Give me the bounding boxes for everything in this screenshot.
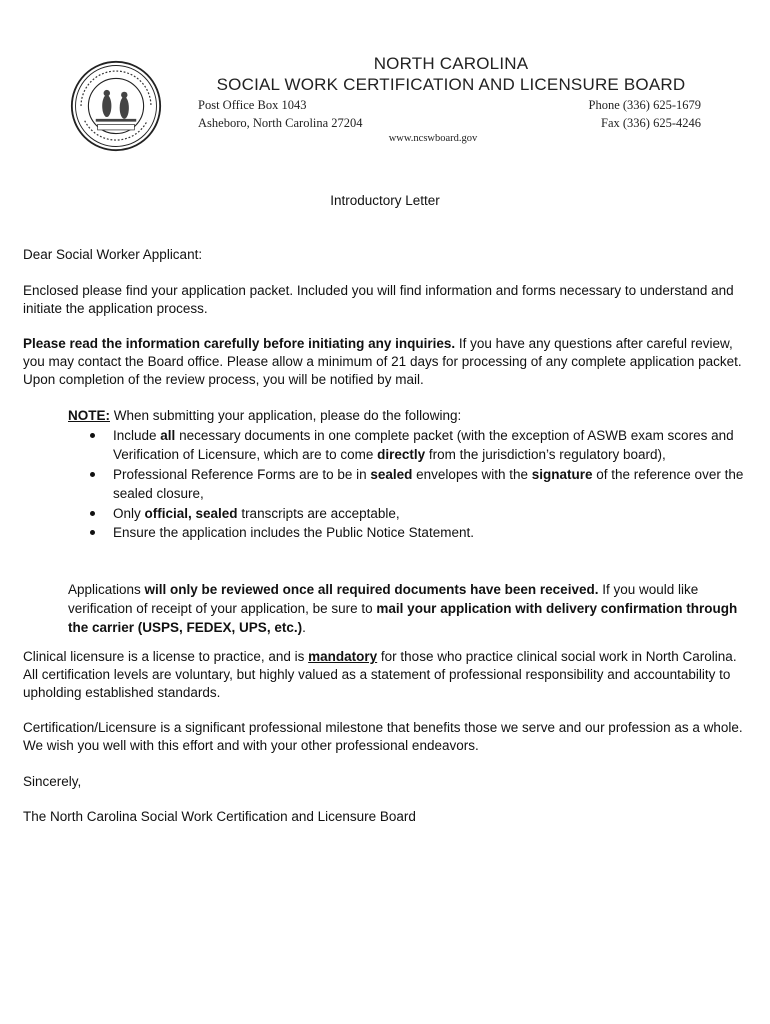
signature-line: The North Carolina Social Work Certification and Licensure Board (23, 809, 416, 824)
text-run: Ensure the application includes the Public Notice Statement. (113, 525, 474, 540)
bold-run: signature (531, 466, 593, 482)
list-item (90, 504, 758, 524)
text-run: Clinical licensure is a license to practice, and is (23, 649, 309, 664)
mandatory-emphasis: mandatory (308, 649, 378, 664)
org-name-line2: SOCIAL WORK CERTIFICATION AND LICENSURE BOARD (216, 75, 686, 94)
paragraph-enclosed: Enclosed please find your application packet. Included you will find information and forms necessary to understand and initiate the application process. (23, 283, 734, 316)
note-block (68, 406, 758, 543)
text-run: of the reference over the sealed closure, (113, 466, 744, 501)
text-run: Only (113, 505, 145, 521)
text-run: necessary documents in one complete packet (with the exception of ASWB exam scores and Verification of Licensure, which are to come (113, 427, 734, 462)
address-line1: Post Office Box 1043 (198, 98, 307, 112)
list-item (90, 426, 758, 465)
phone-number: Phone (336) 625-1679 (588, 98, 701, 112)
note-intro (68, 406, 758, 426)
bold-run: mail your application with delivery confirmation through the carrier (USPS, FEDEX, UPS, etc.) (68, 601, 738, 635)
bold-run: directly (377, 447, 426, 462)
letter-title: Introductory Letter (330, 193, 440, 208)
text-run: for those who practice clinical social work in North Carolina. All certification levels are voluntary, but highly valued as a statement of professional responsibility and accountability to upholding established standards. (23, 649, 737, 700)
text-run: Include (113, 427, 161, 443)
paragraph-certification: Certification/Licensure is a significant professional milestone that benefits those we serve and our profession as a whole. We wish you well with this effort and with your other professional endeavors. (23, 720, 743, 753)
org-name-line1: NORTH CAROLINA (373, 54, 529, 73)
text-run: transcripts are acceptable, (237, 505, 400, 521)
bold-run: sealed (370, 466, 413, 482)
text-run: from the jurisdiction’s regulatory board), (425, 447, 666, 462)
text-run: envelopes with the (412, 466, 532, 482)
read-carefully-rest: If you have any questions after careful review, you may contact the Board office. Please allow a minimum of 21 days for processing of any complete application packet. Upon completion of the review process, you will be notified by mail. (23, 336, 742, 387)
paragraph-clinical (23, 648, 753, 702)
text-run: If you would like verification of receipt of your application, be sure to (68, 582, 699, 616)
paragraph-applications (68, 580, 758, 637)
text-run: Professional Reference Forms are to be in (113, 466, 371, 482)
note-label: NOTE: (68, 408, 110, 423)
paragraph-read-carefully (23, 335, 753, 389)
note-list (68, 426, 758, 543)
list-item (90, 523, 758, 543)
list-item (90, 465, 758, 504)
address-line2: Asheboro, North Carolina 27204 (198, 116, 363, 130)
bold-run: will only be reviewed once all required documents have been received. (144, 582, 599, 597)
closing: Sincerely, (23, 774, 82, 789)
fax-number: Fax (336) 625-4246 (601, 116, 701, 130)
text-run: Applications (68, 582, 145, 597)
read-carefully-bold: Please read the information carefully before initiating any inquiries. (23, 336, 456, 351)
text-run: . (302, 620, 306, 635)
state-seal-logo (70, 60, 162, 152)
website-link[interactable]: www.ncswboard.gov (388, 133, 478, 144)
note-intro-text: When submitting your application, please do the following: (110, 408, 462, 423)
bold-run: official, sealed (144, 505, 238, 521)
salutation: Dear Social Worker Applicant: (23, 247, 203, 262)
bold-run: all (160, 427, 176, 443)
